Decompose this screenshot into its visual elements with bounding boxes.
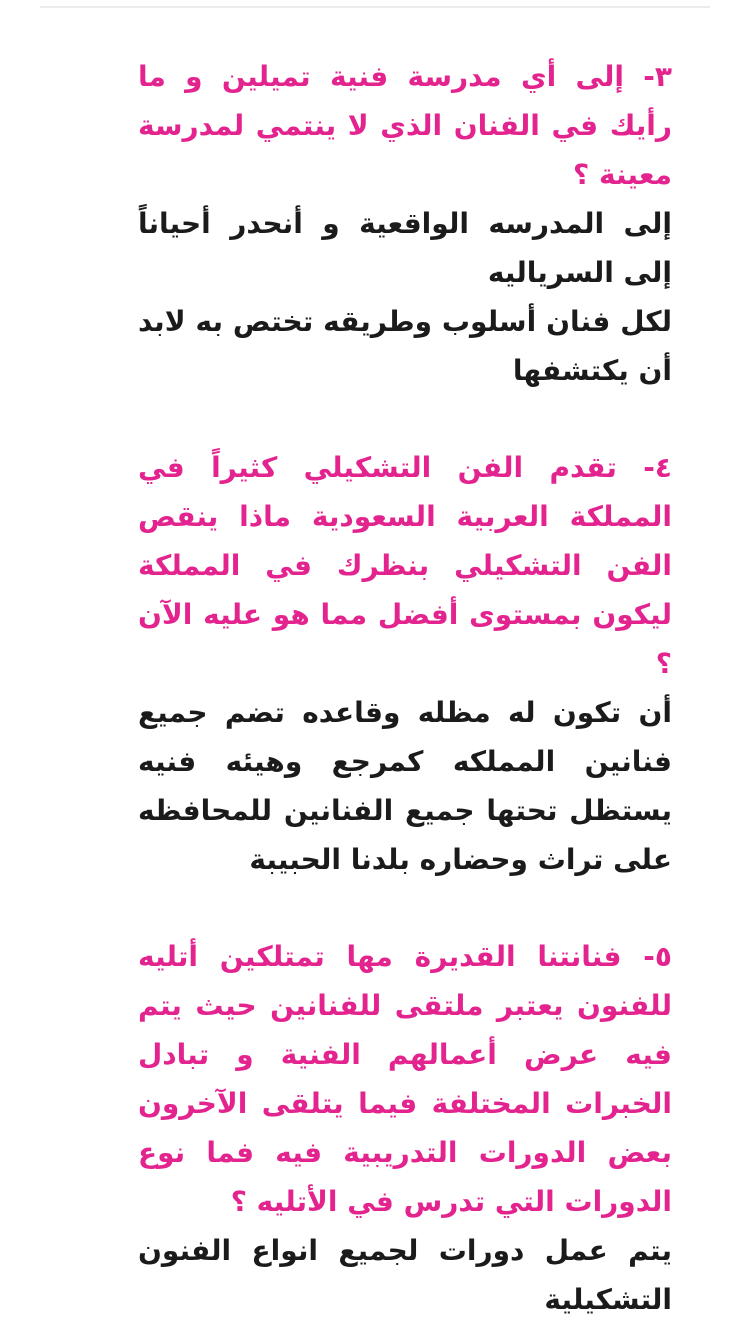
interview-article — [138, 52, 672, 1324]
question-3: ٣- إلى أي مدرسة فنية تميلين و ما رأيك في الفنان الذي لا ينتمي لمدرسة معينة ؟ — [138, 60, 672, 191]
answer-5: يتم عمل دورات لجميع انواع الفنون التشكيلية — [138, 1234, 672, 1316]
top-divider — [40, 6, 710, 8]
answer-4: أن تكون له مظله وقاعده تضم جميع فنانين المملكه كمرجع وهيئه فنيه يستظل تحتها جميع الفنانين للمحافظه على تراث وحضاره بلدنا الحبيبة — [138, 696, 672, 876]
answer-3-line-1: إلى المدرسه الواقعية و أنحدر أحياناً إلى السرياليه — [138, 207, 672, 289]
qa-item-5 — [138, 932, 672, 1324]
qa-item-4 — [138, 443, 672, 884]
answer-3-line-2: لكل فنان أسلوب وطريقه تختص به لابد أن يكتشفها — [138, 305, 672, 387]
qa-item-3 — [138, 52, 672, 395]
question-5: ٥- فنانتنا القديرة مها تمتلكين أتليه للفنون يعتبر ملتقى للفنانين حيث يتم فيه عرض أعمالهم الفنية و تبادل الخبرات المختلفة فيما يتلقى الآخرون بعض الدورات التدريبية فيه فما نوع الدورات التي تدرس في الأتليه ؟ — [138, 940, 672, 1218]
question-4: ٤- تقدم الفن التشكيلي كثيراً في المملكة العربية السعودية ماذا ينقص الفن التشكيلي بنظرك في المملكة ليكون بمستوى أفضل مما هو عليه الآن ؟ — [138, 451, 672, 680]
